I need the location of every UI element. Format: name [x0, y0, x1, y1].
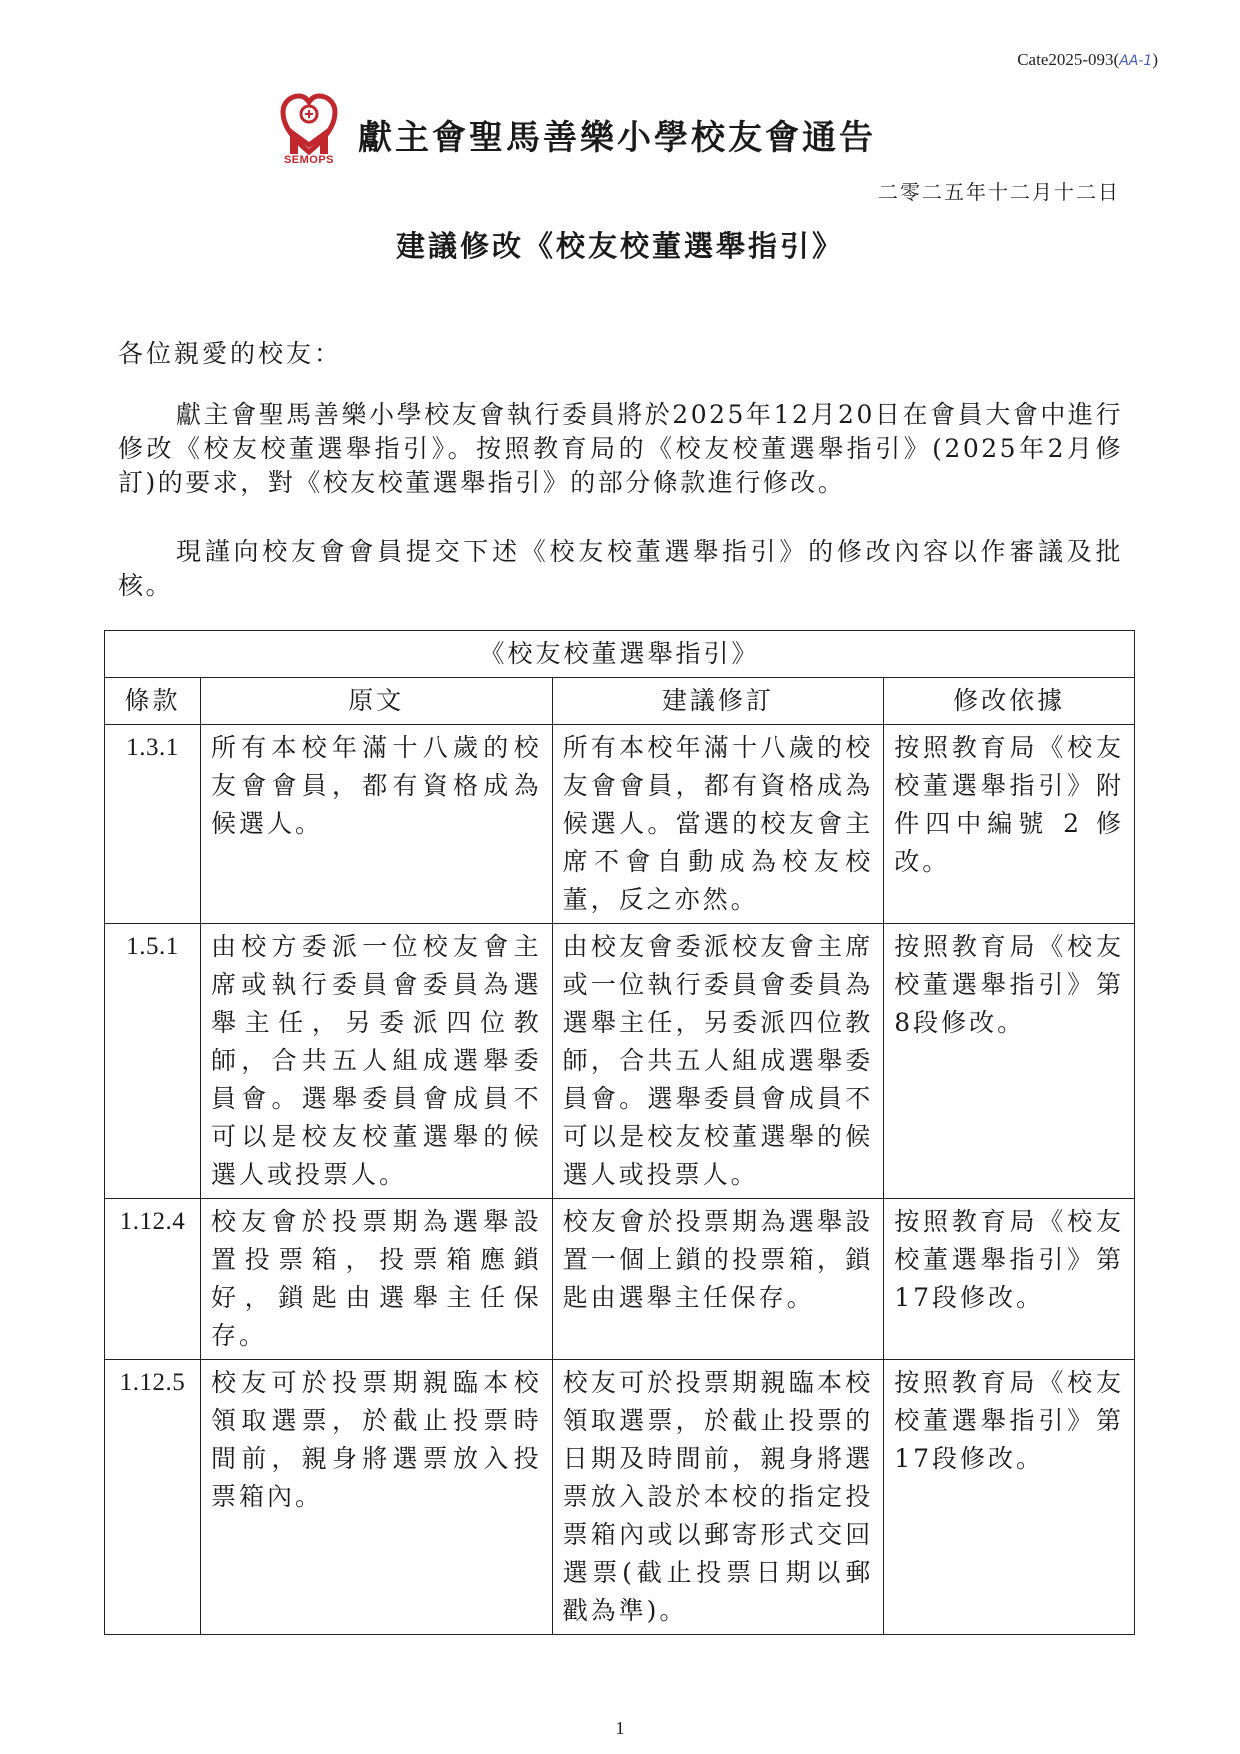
- school-title: 獻主會聖馬善樂小學校友會通告: [358, 118, 876, 158]
- header-proposed: 建議修訂: [552, 678, 884, 725]
- header-original: 原文: [200, 678, 552, 725]
- table-row: [105, 1199, 1135, 1360]
- handwritten-annotation: AA-1: [1119, 53, 1153, 69]
- original-text: 由校方委派一位校友會主席或執行委員會委員為選舉主任，另委派四位教師，合共五人組成選舉委員會。選舉委員會成員不可以是校友校董選舉的候選人或投票人。: [200, 924, 552, 1199]
- proposed-text: 由校友會委派校友會主席或一位執行委員會委員為選舉主任，另委派四位教師，合共五人組成選舉委員會。選舉委員會成員不可以是校友校董選舉的候選人或投票人。: [552, 924, 884, 1199]
- paragraph-request: 現謹向校友會會員提交下述《校友校董選舉指引》的修改內容以作審議及批核。: [118, 537, 1123, 600]
- reference-close: ): [1152, 50, 1158, 69]
- reference-code: [1017, 50, 1158, 70]
- original-text: 所有本校年滿十八歲的校友會會員，都有資格成為候選人。: [200, 725, 552, 924]
- basis-text: 按照教育局《校友校董選舉指引》第17段修改。: [884, 1360, 1135, 1635]
- proposed-text: 校友會於投票期為選舉設置一個上鎖的投票箱，鎖匙由選舉主任保存。: [552, 1199, 884, 1360]
- header-clause: 條款: [105, 678, 201, 725]
- proposed-text: 所有本校年滿十八歲的校友會會員，都有資格成為候選人。當選的校友會主席不會自動成為校友校董，反之亦然。: [552, 725, 884, 924]
- school-logo: [280, 92, 338, 174]
- heart-m-logo-icon: [280, 92, 338, 158]
- page-number: 1: [615, 1718, 625, 1738]
- basis-text: 按照教育局《校友校董選舉指引》附件四中編號 2 修改。: [884, 725, 1135, 924]
- salutation: 各位親愛的校友：: [118, 339, 343, 368]
- paragraph-intro: 獻主會聖馬善樂小學校友會執行委員將於2025年12月20日在會員大會中進行修改《校友校董選舉指引》。按照教育局的《校友校董選舉指引》(2025年2月修訂)的要求，對《校友校董選舉指引》的部分條款進行修改。: [118, 400, 1123, 497]
- reference-code-text: Cate2025-093(: [1017, 50, 1120, 69]
- original-text: 校友會於投票期為選舉設置投票箱，投票箱應鎖好，鎖匙由選舉主任保存。: [200, 1199, 552, 1360]
- table-title-row: [105, 631, 1135, 678]
- proposed-text: 校友可於投票期親臨本校領取選票，於截止投票的日期及時間前，親身將選票放入設於本校的指定投票箱內或以郵寄形式交回選票(截止投票日期以郵戳為準)。: [552, 1360, 884, 1635]
- clause-number: 1.3.1: [105, 725, 201, 924]
- basis-text: 按照教育局《校友校董選舉指引》第8段修改。: [884, 924, 1135, 1199]
- basis-text: 按照教育局《校友校董選舉指引》第17段修改。: [884, 1199, 1135, 1360]
- letterhead: [280, 92, 876, 174]
- table-header-row: [105, 678, 1135, 725]
- table-row: [105, 725, 1135, 924]
- notice-date: 二零二五年十二月十二日: [878, 180, 1120, 204]
- notice-subject: 建議修改《校友校董選舉指引》: [395, 229, 844, 263]
- clause-number: 1.5.1: [105, 924, 201, 1199]
- table-row: [105, 1360, 1135, 1635]
- logo-caption: SEMOPS: [283, 154, 335, 166]
- header-basis: 修改依據: [884, 678, 1135, 725]
- clause-number: 1.12.4: [105, 1199, 201, 1360]
- clause-number: 1.12.5: [105, 1360, 201, 1635]
- table-title: 《校友校董選舉指引》: [105, 631, 1135, 678]
- table-row: [105, 924, 1135, 1199]
- original-text: 校友可於投票期親臨本校領取選票，於截止投票時間前，親身將選票放入投票箱內。: [200, 1360, 552, 1635]
- amendment-table: [104, 630, 1135, 1635]
